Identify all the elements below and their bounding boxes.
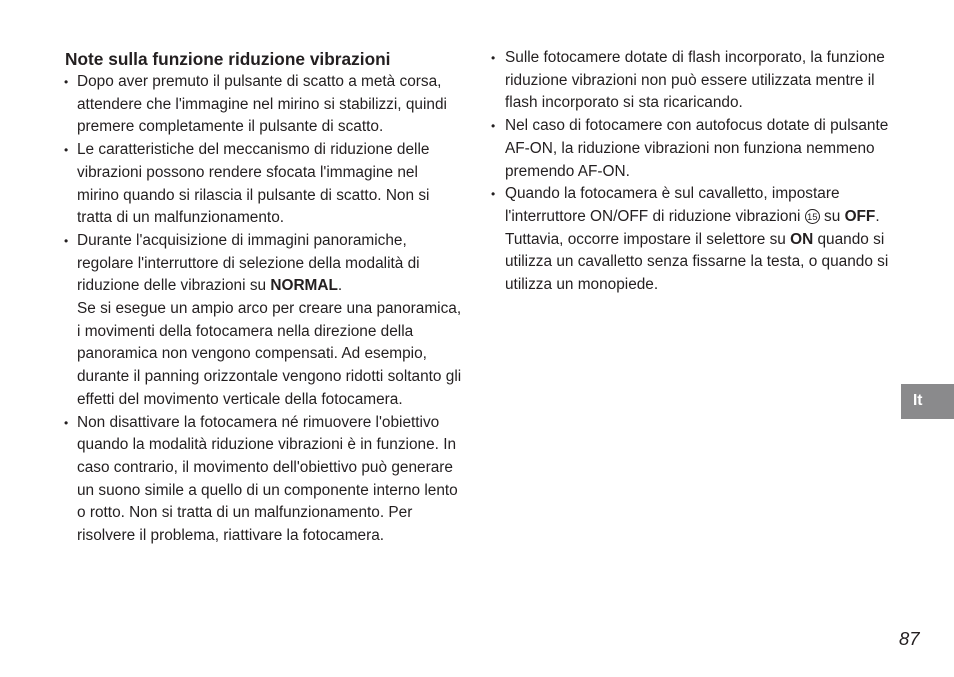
- bullet-icon: •: [491, 51, 496, 65]
- list-item-text: Nel caso di fotocamere con autofocus dotate di pulsante AF-ON, la riduzione vibrazioni non funziona nemmeno premendo AF-ON.: [505, 117, 889, 180]
- right-column: [491, 47, 891, 297]
- list-item: [64, 230, 464, 412]
- bullet-icon: •: [64, 415, 69, 430]
- off-setting-label: OFF: [844, 207, 876, 225]
- list-item: [64, 139, 464, 230]
- section-heading: Note sulla funzione riduzione vibrazioni: [65, 49, 391, 69]
- left-bullet-list: [64, 71, 464, 548]
- list-item-paragraph: Se si esegue un ampio arco per creare una panoramica, i movimenti della fotocamera nella direzione della panoramica non vengono compensati. Ad esempio, durante il panning orizzontale vengono ridotti soltanto gli effetti del movimento verticale della fotocamera.: [77, 300, 462, 408]
- bullet-icon: •: [64, 75, 69, 89]
- list-item-text: quando si utilizza un cavalletto senza fissarne la testa, o quando si utilizza un monopiede.: [505, 230, 889, 294]
- list-item-text: Quando la fotocamera è sul cavalletto, impostare l'interruttore ON/OFF di riduzione vibrazioni: [505, 185, 840, 225]
- list-item-text: . Tuttavia, occorre impostare il selettore su: [505, 207, 880, 248]
- bullet-icon: •: [491, 119, 496, 134]
- bullet-icon: •: [491, 187, 496, 202]
- list-item-text: Non disattivare la fotocamera né rimuovere l'obiettivo quando la modalità riduzione vibrazioni è in funzione. In caso contrario, il movimento dell'obiettivo può generare un suono simile a quello di un componente interno lento o rotto. Non si tratta di un malfunzionamento. Per risolvere il problema, riattivare la fotocamera.: [77, 413, 458, 545]
- bullet-icon: •: [64, 233, 69, 248]
- left-column: [64, 47, 464, 548]
- right-bullet-list: [491, 47, 891, 297]
- list-item-text: Le caratteristiche del meccanismo di riduzione delle vibrazioni possono rendere sfocata l'immagine nel mirino quando si rilascia il pulsante di scatto. Non si tratta di un malfunzionamento.: [77, 141, 430, 227]
- list-item: [491, 115, 891, 183]
- list-item: [491, 47, 891, 115]
- list-item: [64, 412, 464, 548]
- list-item-text: Sulle fotocamere dotate di flash incorporato, la funzione riduzione vibrazioni non può essere utilizzata mentre il flash incorporato si sta ricaricando.: [505, 49, 885, 112]
- on-setting-label: ON: [790, 230, 814, 248]
- bullet-icon: •: [64, 143, 69, 158]
- list-item: [64, 71, 464, 139]
- list-item-text: Dopo aver premuto il pulsante di scatto a metà corsa, attendere che l'immagine nel mirino si stabilizzi, quindi premere completamente il pulsante di scatto.: [77, 73, 447, 136]
- list-item-text: Durante l'acquisizione di immagini panoramiche, regolare l'interruttore di selezione della modalità di riduzione delle vibrazioni su: [77, 231, 420, 295]
- language-tab: It: [901, 384, 954, 419]
- list-item-text: su: [819, 207, 845, 225]
- normal-setting-label: NORMAL: [270, 277, 338, 295]
- page-number: 87: [899, 628, 920, 649]
- list-item-text: .: [337, 277, 343, 295]
- list-item: [491, 183, 891, 297]
- callout-number-icon: 15: [805, 209, 820, 224]
